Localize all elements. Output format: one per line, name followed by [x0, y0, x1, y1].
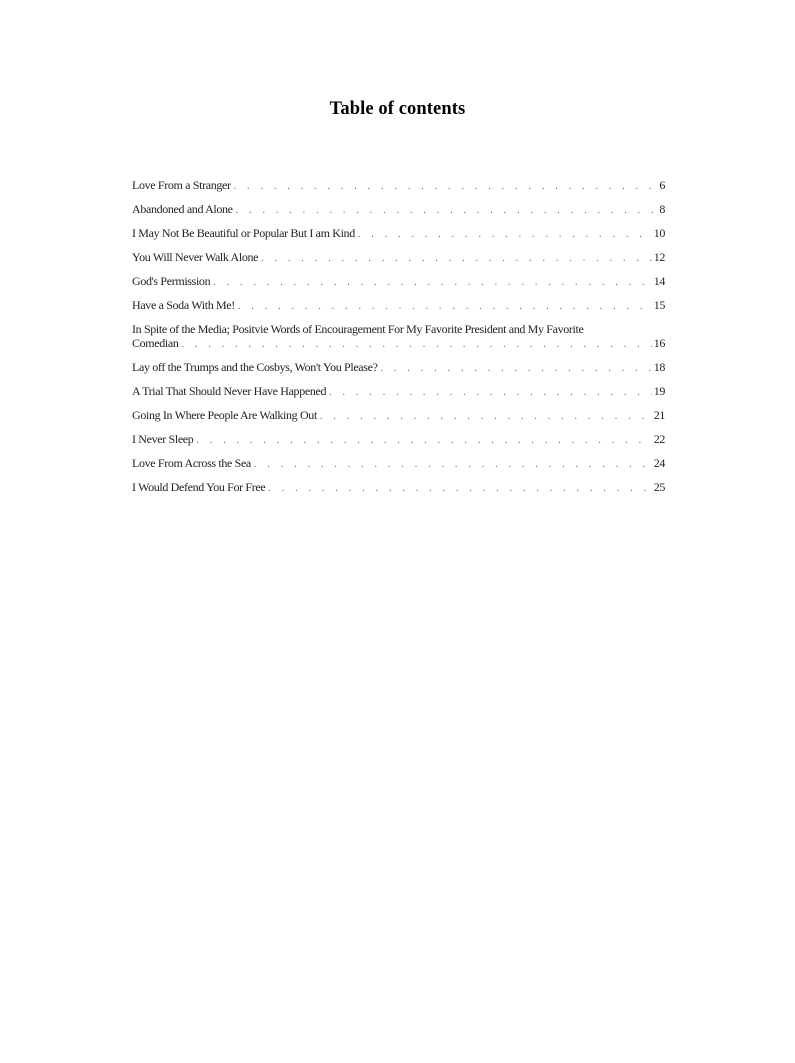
dot-leader	[254, 458, 652, 472]
toc-entry-label-line2: Comedian	[132, 336, 179, 350]
toc-title: Table of contents	[329, 99, 466, 119]
toc-entry-page: 8	[659, 202, 665, 216]
toc-entry[interactable]	[132, 298, 665, 314]
toc-entry[interactable]	[132, 360, 665, 376]
toc-entry-page: 12	[653, 250, 665, 264]
toc-entry-label: I Would Defend You For Free	[132, 480, 266, 494]
toc-entry-label: Lay off the Trumps and the Cosbys, Won't You Please?	[132, 360, 378, 374]
toc-entry-label: You Will Never Walk Alone	[132, 250, 259, 264]
toc-entry-label-line1: In Spite of the Media; Positvie Words of Encouragement For My Favorite President and My Favorite	[132, 322, 584, 336]
toc-entry-page: 14	[653, 274, 665, 288]
dot-leader	[182, 338, 652, 352]
toc-entry[interactable]	[132, 408, 665, 424]
toc-entry-page: 24	[653, 456, 665, 470]
toc-entry[interactable]	[132, 250, 665, 266]
dot-leader	[196, 434, 651, 448]
toc-entry-label: Love From a Stranger	[132, 178, 231, 192]
toc-entry[interactable]	[132, 322, 665, 352]
toc-entry-page: 19	[653, 384, 665, 398]
toc-entry-label: I May Not Be Beautiful or Popular But I am Kind	[132, 226, 355, 240]
toc-entry-label: Abandoned and Alone	[132, 202, 233, 216]
dot-leader	[320, 410, 652, 424]
toc-entry-page: 21	[653, 408, 665, 422]
toc-entry-label: Going In Where People Are Walking Out	[132, 408, 317, 422]
toc-entry[interactable]	[132, 202, 665, 218]
toc-list	[132, 178, 665, 504]
toc-entry-page: 25	[653, 480, 665, 494]
dot-leader	[261, 252, 652, 266]
dot-leader	[358, 228, 652, 242]
toc-entry[interactable]	[132, 480, 665, 496]
toc-entry-page: 10	[653, 226, 665, 240]
toc-entry-page: 18	[653, 360, 665, 374]
dot-leader	[213, 276, 651, 290]
dot-leader	[381, 362, 652, 376]
toc-entry[interactable]	[132, 226, 665, 242]
dot-leader	[236, 204, 658, 218]
toc-entry[interactable]	[132, 432, 665, 448]
dot-leader	[268, 482, 651, 496]
toc-entry-page: 22	[653, 432, 665, 446]
toc-entry-label: A Trial That Should Never Have Happened	[132, 384, 327, 398]
toc-entry[interactable]	[132, 274, 665, 290]
toc-entry-page: 16	[653, 336, 665, 350]
toc-entry[interactable]	[132, 456, 665, 472]
dot-leader	[238, 300, 652, 314]
toc-entry-label: Love From Across the Sea	[132, 456, 251, 470]
toc-entry-label: Have a Soda With Me!	[132, 298, 235, 312]
toc-entry-label: God's Permission	[132, 274, 211, 288]
toc-entry-page: 15	[653, 298, 665, 312]
toc-entry-label: I Never Sleep	[132, 432, 194, 446]
dot-leader	[329, 386, 652, 400]
toc-entry[interactable]	[132, 178, 665, 194]
dot-leader	[234, 180, 658, 194]
toc-entry-page: 6	[659, 178, 665, 192]
toc-entry[interactable]	[132, 384, 665, 400]
